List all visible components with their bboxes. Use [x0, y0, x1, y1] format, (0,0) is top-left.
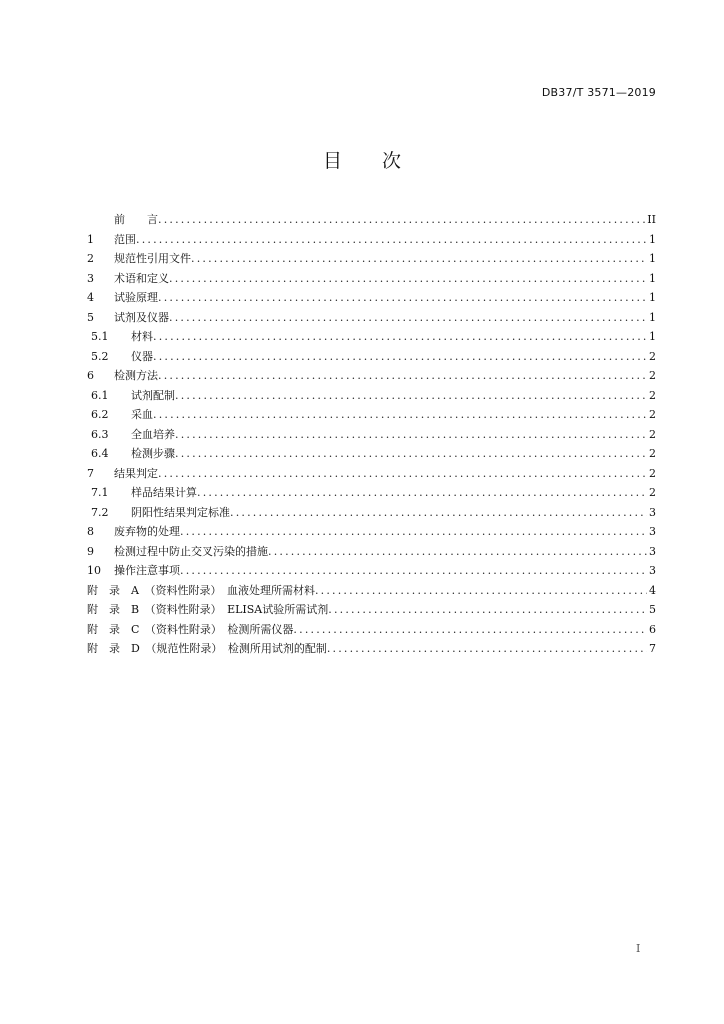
toc-entry-page: II	[647, 213, 656, 226]
toc-entry-page: 2	[649, 369, 656, 382]
toc-leader-dots	[180, 561, 647, 581]
toc-entry-number: 7.2	[91, 505, 109, 519]
toc-leader-dots	[136, 230, 647, 250]
toc-entry-number: 10	[87, 564, 101, 577]
toc-entry-label: 试剂配制	[131, 388, 175, 402]
toc-entry-label: 附 录 B （资料性附录） ELISA试验所需试剂	[87, 603, 329, 616]
toc-entry-page: 1	[649, 330, 656, 343]
toc-leader-dots	[191, 249, 647, 269]
document-code: DB37/T 3571—2019	[541, 86, 656, 99]
toc-leader-dots	[153, 327, 647, 347]
toc-entry-label: 检测方法	[114, 369, 158, 382]
toc-entry[interactable]	[87, 366, 656, 386]
toc-leader-dots	[175, 425, 647, 445]
toc-entry-number: 7.1	[91, 486, 109, 499]
toc-entry-label: 采血	[131, 408, 153, 421]
toc-entry-label: 仪器	[131, 349, 153, 363]
toc-entry[interactable]	[87, 308, 656, 328]
toc-entry-page: 3	[649, 564, 656, 577]
toc-entry-label: 阴阳性结果判定标准	[131, 505, 230, 519]
toc-entry-page: 1	[649, 271, 656, 285]
toc-entry-page: 7	[649, 642, 656, 655]
footer-page-number: I	[636, 942, 641, 955]
toc-entry-number: 5.1	[91, 330, 109, 343]
toc-entry-number: 6.3	[91, 427, 109, 441]
toc-entry-page: 3	[649, 505, 656, 519]
toc-entry[interactable]	[87, 269, 656, 289]
toc-entry-label: 样品结果计算	[131, 486, 197, 499]
toc-leader-dots	[268, 542, 647, 562]
toc-leader-dots	[315, 581, 647, 601]
toc-entry[interactable]	[87, 444, 656, 464]
toc-entry-number: 5	[87, 310, 94, 324]
toc-entry-page: 1	[649, 232, 656, 246]
toc-entry-label: 前 言	[114, 213, 158, 226]
toc-entry-number: 6.4	[91, 447, 109, 460]
toc-entry-page: 3	[649, 525, 656, 538]
toc-entry[interactable]	[87, 600, 656, 620]
toc-title-part1: 目	[322, 150, 342, 172]
toc-entry-number: 4	[87, 291, 94, 304]
toc-leader-dots	[175, 386, 647, 406]
toc-list	[87, 210, 656, 659]
toc-entry[interactable]	[87, 230, 656, 250]
toc-entry-label: 范围	[114, 232, 136, 246]
toc-entry[interactable]	[87, 542, 656, 562]
toc-leader-dots	[328, 600, 647, 620]
toc-entry[interactable]	[87, 327, 656, 347]
toc-entry[interactable]	[87, 347, 656, 367]
toc-entry-label: 废弃物的处理	[114, 525, 180, 538]
toc-entry-page: 2	[649, 427, 656, 441]
toc-entry-number: 1	[87, 232, 94, 246]
toc-entry[interactable]	[87, 464, 656, 484]
toc-entry-label: 附 录 C （资料性附录） 检测所需仪器	[87, 622, 294, 636]
toc-entry-page: 2	[649, 486, 656, 499]
toc-leader-dots	[169, 308, 647, 328]
toc-entry-number: 3	[87, 271, 94, 285]
toc-entry[interactable]	[87, 561, 656, 581]
toc-entry-number: 9	[87, 544, 94, 558]
toc-entry-page: 3	[649, 544, 656, 558]
toc-leader-dots	[158, 288, 647, 308]
toc-entry[interactable]	[87, 210, 656, 230]
toc-leader-dots	[180, 522, 647, 542]
toc-entry[interactable]	[87, 249, 656, 269]
toc-leader-dots	[175, 444, 647, 464]
toc-entry-page: 2	[649, 466, 656, 480]
toc-leader-dots	[230, 503, 647, 523]
toc-entry-number: 6.1	[91, 388, 109, 402]
toc-entry-number: 2	[87, 252, 94, 265]
toc-leader-dots	[158, 464, 647, 484]
toc-title	[0, 146, 724, 173]
toc-entry-page: 2	[649, 388, 656, 402]
toc-entry[interactable]	[87, 503, 656, 523]
toc-entry-number: 5.2	[91, 349, 109, 363]
toc-leader-dots	[153, 347, 647, 367]
toc-entry-page: 2	[649, 349, 656, 363]
toc-entry-page: 6	[649, 622, 656, 636]
toc-entry-label: 检测步骤	[131, 447, 175, 460]
toc-entry-label: 操作注意事项	[114, 564, 180, 577]
toc-entry-page: 4	[649, 583, 656, 597]
toc-entry[interactable]	[87, 522, 656, 542]
toc-entry-page: 2	[649, 408, 656, 421]
toc-entry[interactable]	[87, 620, 656, 640]
toc-entry[interactable]	[87, 639, 656, 659]
toc-entry[interactable]	[87, 386, 656, 406]
toc-entry-page: 1	[649, 310, 656, 324]
toc-entry-label: 检测过程中防止交叉污染的措施	[114, 544, 268, 558]
toc-leader-dots	[158, 366, 647, 386]
toc-entry-number: 7	[87, 466, 94, 480]
toc-entry[interactable]	[87, 288, 656, 308]
toc-entry-label: 规范性引用文件	[114, 252, 191, 265]
toc-entry-label: 材料	[131, 330, 153, 343]
toc-entry[interactable]	[87, 483, 656, 503]
toc-entry-number: 6	[87, 369, 94, 382]
toc-leader-dots	[158, 210, 645, 230]
toc-title-part2: 次	[382, 150, 402, 172]
toc-entry[interactable]	[87, 425, 656, 445]
toc-entry-number: 8	[87, 525, 94, 538]
toc-leader-dots	[169, 269, 647, 289]
toc-entry-page: 1	[649, 291, 656, 304]
toc-entry-number: 6.2	[91, 408, 109, 421]
toc-entry-label: 附 录 A （资料性附录） 血液处理所需材料	[87, 583, 315, 597]
toc-leader-dots	[197, 483, 647, 503]
toc-entry-page: 2	[649, 447, 656, 460]
toc-entry-label: 术语和定义	[114, 271, 169, 285]
toc-entry-label: 结果判定	[114, 466, 158, 480]
toc-entry[interactable]	[87, 581, 656, 601]
toc-leader-dots	[153, 405, 647, 425]
toc-entry-label: 试剂及仪器	[114, 310, 169, 324]
toc-entry-page: 1	[649, 252, 656, 265]
toc-entry[interactable]	[87, 405, 656, 425]
toc-entry-label: 附 录 D （规范性附录） 检测所用试剂的配制	[87, 642, 327, 655]
toc-entry-page: 5	[649, 603, 656, 616]
toc-leader-dots	[293, 620, 647, 640]
toc-leader-dots	[327, 639, 647, 659]
toc-entry-label: 试验原理	[114, 291, 158, 304]
toc-entry-label: 全血培养	[131, 427, 175, 441]
